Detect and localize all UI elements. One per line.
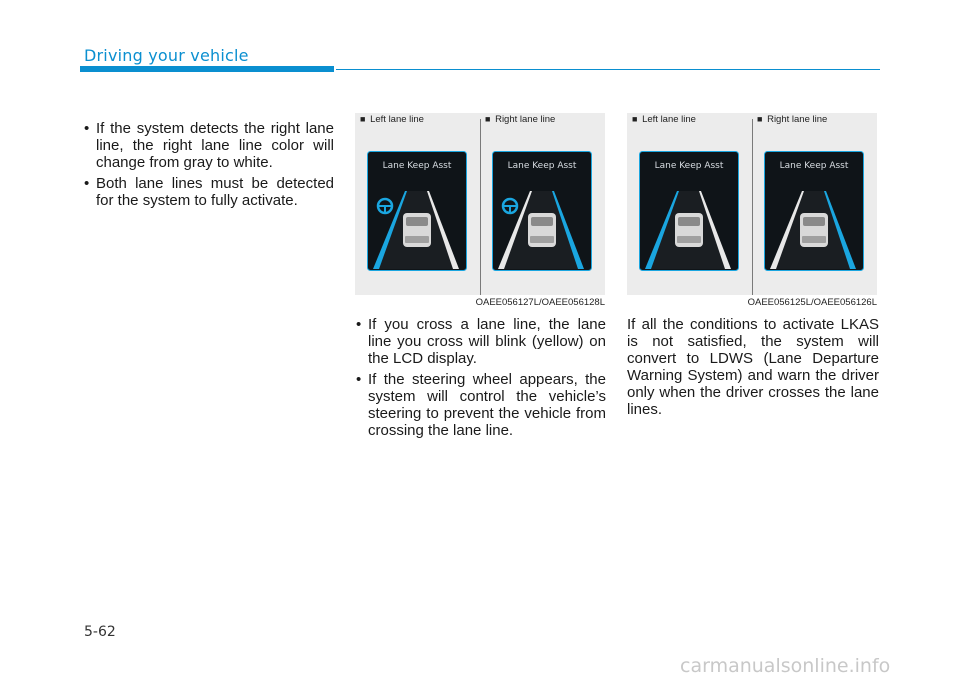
figure-label-right [485, 114, 555, 125]
cluster-panel-right-lane [764, 151, 864, 271]
watermark: carmanualsonline.info [680, 655, 891, 677]
figure-lane-display-1 [355, 113, 605, 295]
panel-title: Lane Keep Asst [779, 161, 849, 171]
panel-title: Lane Keep Asst [382, 161, 452, 171]
header-accent-bar [80, 66, 334, 72]
label-text: Right lane line [767, 114, 828, 125]
column-2 [356, 316, 606, 443]
cluster-panel-left-lane [639, 151, 739, 271]
figure-divider [480, 119, 481, 295]
car-icon [528, 213, 556, 247]
panel-title: Lane Keep Asst [654, 161, 724, 171]
section-title: Driving your vehicle [84, 46, 249, 65]
car-icon [800, 213, 828, 247]
car-icon [403, 213, 431, 247]
cluster-panel-right-lane [492, 151, 592, 271]
figure-label-left [360, 114, 424, 125]
bullet-item: • Both lane lines must be detected for the system to fully activate. [84, 175, 334, 209]
label-text: Right lane line [495, 114, 556, 125]
column-3 [627, 316, 879, 418]
square-bullet-icon: ■ [360, 114, 366, 124]
figure-code: OAEE056127L/OAEE056128L [475, 297, 605, 308]
figure-label-right [757, 114, 827, 125]
square-bullet-icon: ■ [485, 114, 491, 124]
square-bullet-icon: ■ [757, 114, 763, 124]
label-text: Left lane line [642, 114, 696, 125]
bullet-item: • If you cross a lane line, the lane line you cross will blink (yellow) on the LCD display. [356, 316, 606, 367]
car-icon [675, 213, 703, 247]
figure-divider [752, 119, 753, 295]
label-text: Left lane line [370, 114, 424, 125]
square-bullet-icon: ■ [632, 114, 638, 124]
panel-title: Lane Keep Asst [507, 161, 577, 171]
figure-label-left [632, 114, 696, 125]
body-paragraph: If all the conditions to activate LKAS is not satisfied, the system will convert to LDWS (Lane Departure Warning System) and warn the driver only when the driver crosses the lane lines. [627, 316, 879, 418]
page-number: 5-62 [84, 624, 116, 640]
column-1 [84, 120, 334, 213]
bullet-item: • If the system detects the right lane line, the right lane line color will change from gray to white. [84, 120, 334, 171]
cluster-panel-left-lane [367, 151, 467, 271]
figure-lane-display-2 [627, 113, 877, 295]
bullet-item: • If the steering wheel appears, the system will control the vehicle’s steering to prevent the vehicle from crossing the lane line. [356, 371, 606, 439]
figure-code: OAEE056125L/OAEE056126L [747, 297, 877, 308]
header-rule [336, 69, 880, 70]
